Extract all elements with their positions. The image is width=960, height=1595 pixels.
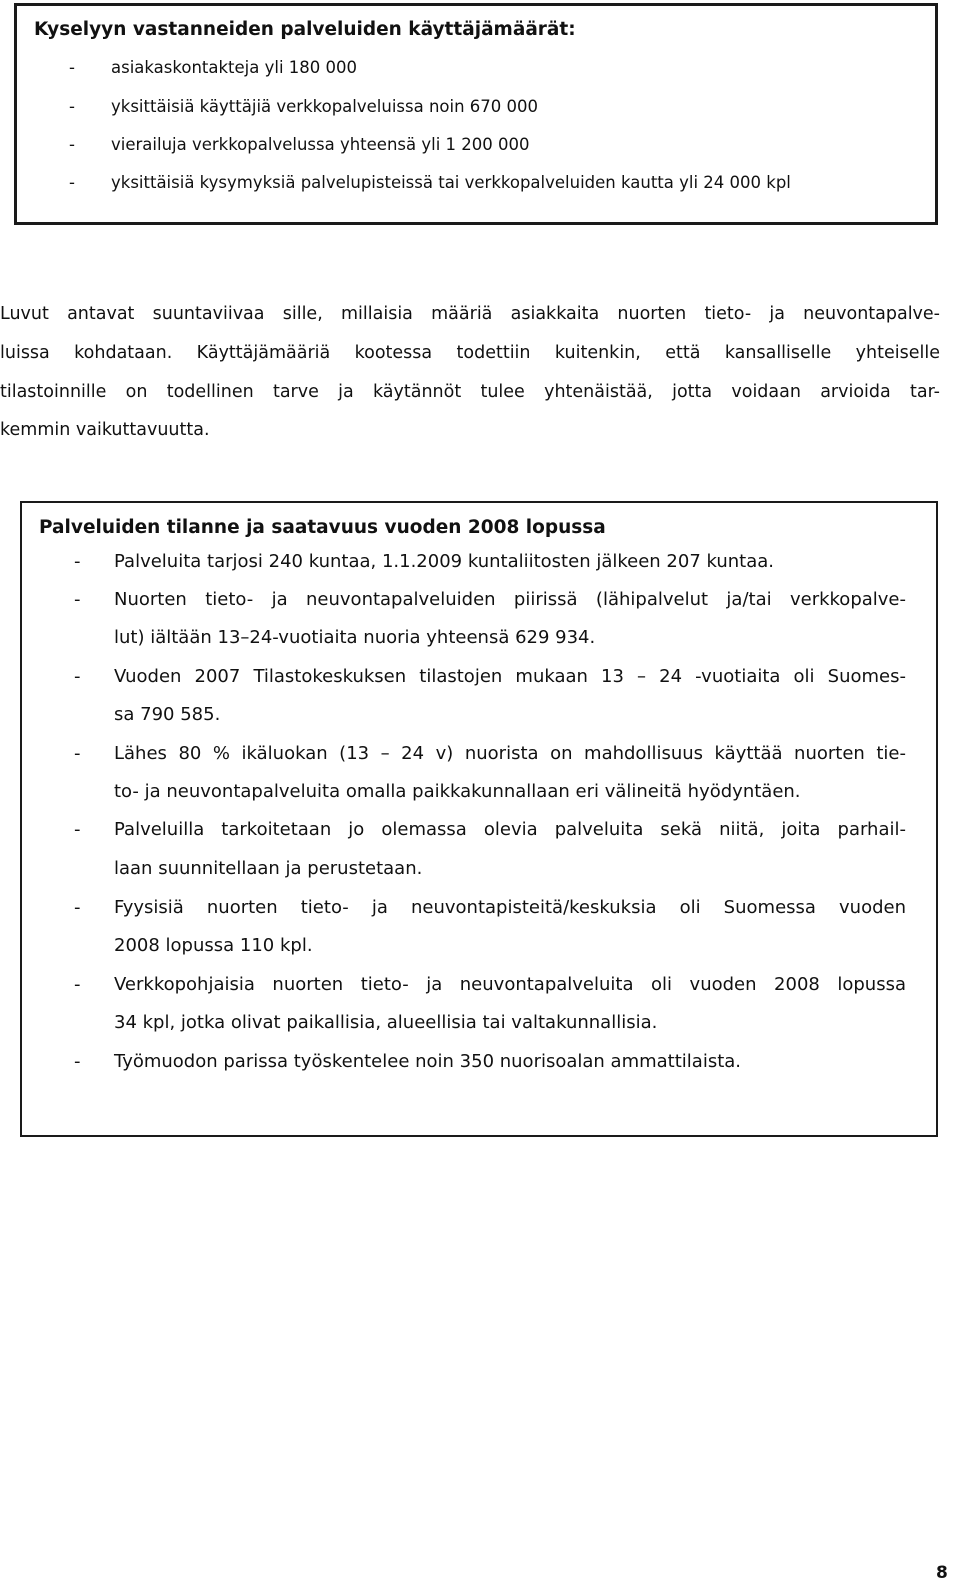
page-number: 8 [936,1563,948,1583]
list-item-line: laan suunnitellaan ja perustetaan. [114,858,423,879]
services-status-box [20,501,938,1137]
list-item-line: Työmuodon parissa työskentelee noin 350 nuorisoalan ammattilaista. [114,1051,742,1072]
list-dash: - [74,974,81,995]
list-dash: - [74,551,81,572]
list-item-line: Palveluita tarjosi 240 kuntaa, 1.1.2009 kuntaliitosten jälkeen 207 kuntaa. [114,551,775,572]
list-item-line: sa 790 585. [114,704,221,725]
list-item-line: Vuoden 2007 Tilastokeskuksen tilastojen mukaan 13 – 24 -vuotiaita oli Suomes- [114,666,906,687]
user-counts-title: Kyselyyn vastanneiden palveluiden käyttäjämäärät: [34,19,576,40]
list-item-line: 34 kpl, jotka olivat paikallisia, alueellisia tai valtakunnallisia. [114,1012,658,1033]
user-counts-box: Kyselyyn vastanneiden palveluiden käyttäjämäärät: - asiakaskontakteja yli 180 000 - yksittäisiä käyttäjiä verkkopalveluissa noin 670 000 - vierailuja verkkopalvelussa yhteensä yli 1 200 000 - yksittäisiä kysymyksiä palvelupisteissä tai verkkopalveluiden kautta yli 24 000 kpl [14,3,938,225]
paragraph-line: tilastoinnille on todellinen tarve ja käytännöt tulee yhtenäistää, jotta voidaan arvioida tar- [0,382,940,402]
list-item-line: Nuorten tieto- ja neuvontapalveluiden piirissä (lähipalvelut ja/tai verkkopalve- [114,589,906,610]
list-dash: - [74,589,81,610]
list-item-line: Fyysisiä nuorten tieto- ja neuvontapisteitä/keskuksia oli Suomessa vuoden [114,897,906,918]
list-dash: - [74,666,81,687]
list-item-line: 2008 lopussa 110 kpl. [114,935,313,956]
paragraph-line: Luvut antavat suuntaviivaa sille, millaisia määriä asiakkaita nuorten tieto- ja neuvontapalve- [0,304,940,324]
list-item-line: to- ja neuvontapalveluita omalla paikkakunnallaan eri välineitä hyödyntäen. [114,781,801,802]
paragraph-line: kemmin vaikuttavuutta. [0,420,210,440]
list-dash: - [74,897,81,918]
list-item-line: Verkkopohjaisia nuorten tieto- ja neuvontapalveluita oli vuoden 2008 lopussa [114,974,906,995]
list-item-line: lut) iältään 13–24-vuotiaita nuoria yhteensä 629 934. [114,627,596,648]
services-status-title: Palveluiden tilanne ja saatavuus vuoden 2008 lopussa [39,517,606,538]
list-dash: - [74,819,81,840]
list-item-line: Palveluilla tarkoitetaan jo olemassa olevia palveluita sekä niitä, joita parhail- [114,819,906,840]
list-item-line: Lähes 80 % ikäluokan (13 – 24 v) nuorista on mahdollisuus käyttää nuorten tie- [114,743,906,764]
paragraph-line: luissa kohdataan. Käyttäjämääriä kootessa todettiin kuitenkin, että kansalliselle yhteiselle [0,343,940,363]
list-dash: - [74,743,81,764]
list-dash: - [74,1051,81,1072]
